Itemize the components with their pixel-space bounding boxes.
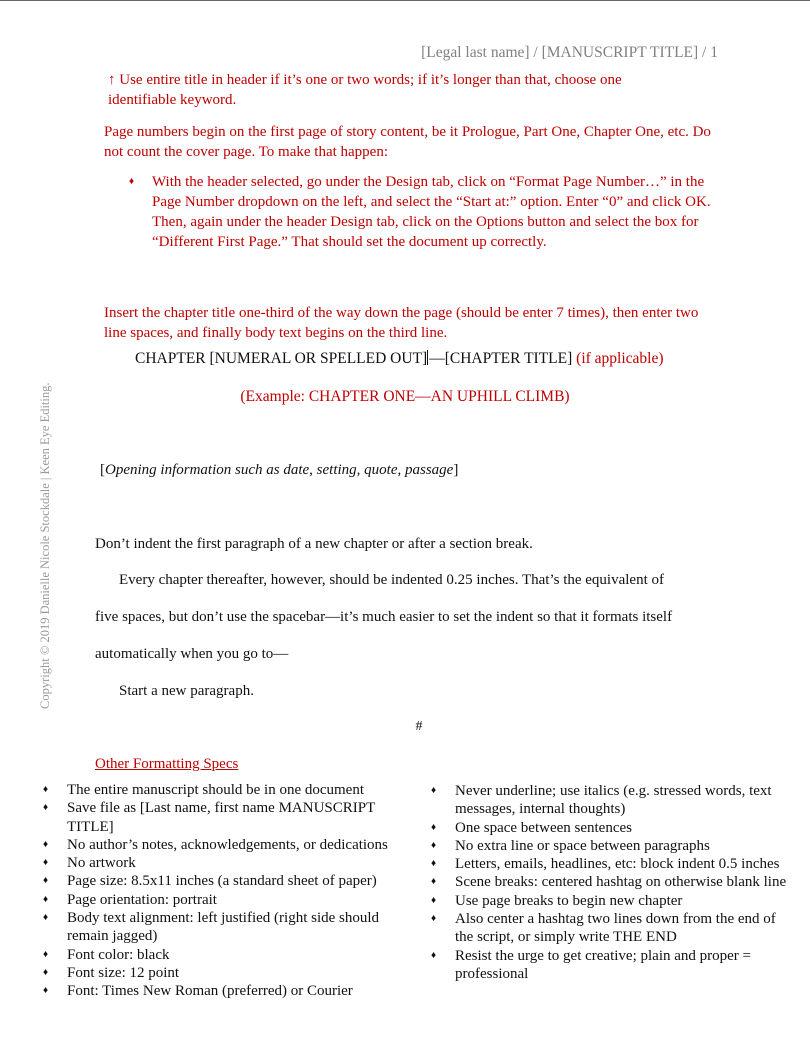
diamond-bullet-icon: ♦ (431, 785, 437, 796)
if-applicable-note: (if applicable) (576, 350, 664, 367)
diamond-bullet-icon: ♦ (431, 858, 437, 870)
spec-item (43, 799, 413, 836)
diamond-bullet-icon: ♦ (43, 948, 49, 960)
opening-information-text: Opening information such as date, setting, quote, passage (105, 462, 454, 478)
diamond-bullet-icon: ♦ (129, 176, 135, 187)
chapter-title-note: Insert the chapter title one-third of the way down the page (should be enter 7 times), then enter two line spaces, and finally body text begins on the third line. (104, 305, 699, 341)
body-paragraph-2-line-2: five spaces, but don’t use the spacebar—it’s much easier to set the indent so that it formats itself (95, 609, 673, 625)
spec-item (43, 982, 413, 1000)
spec-item (43, 836, 413, 854)
chapter-heading-number: CHAPTER [NUMERAL OR SPELLED OUT] (135, 350, 428, 367)
opening-bracket-open: [ (100, 462, 105, 478)
spec-item-text: No artwork (67, 855, 136, 872)
spec-item-text: One space between sentences (455, 819, 632, 836)
spec-item (431, 782, 791, 819)
spec-item-text: The entire manuscript should be in one document (67, 782, 365, 798)
page-number-instructions: With the header selected, go under the Design tab, click on “Format Page Number…” in the Page Number dropdown on the left, and select the “Start at:” option. Enter “0” and click OK. Then, again under the header Design tab, click on the Options button and select the box for “Different First Page.” That should set the document up correctly. (152, 174, 711, 250)
diamond-bullet-icon: ♦ (431, 821, 437, 833)
spec-item (431, 892, 791, 910)
body-paragraph-1: Don’t indent the first paragraph of a new chapter or after a section break. (95, 536, 533, 552)
spec-item (43, 964, 413, 982)
spec-item-text: Never underline; use italics (e.g. stressed words, text messages, internal thoughts) (455, 783, 772, 818)
body-paragraph-2-line-3: automatically when you go to— (95, 646, 289, 662)
spec-item-text: Resist the urge to get creative; plain and proper = professional (455, 947, 752, 982)
diamond-bullet-icon: ♦ (43, 985, 49, 997)
spec-item (431, 837, 791, 855)
body-paragraph-2-line-1: Every chapter thereafter, however, should be indented 0.25 inches. That’s the equivalent of (119, 572, 664, 588)
diamond-bullet-icon: ♦ (431, 913, 437, 925)
diamond-bullet-icon: ♦ (43, 784, 49, 795)
spec-item-text: No author’s notes, acknowledgements, or dedications (67, 836, 388, 853)
diamond-bullet-icon: ♦ (43, 802, 49, 814)
chapter-heading-title: —[CHAPTER TITLE] (429, 350, 573, 367)
spec-item (43, 781, 413, 799)
spec-item (43, 854, 413, 872)
diamond-bullet-icon: ♦ (43, 857, 49, 869)
body-paragraph-3: Start a new paragraph. (119, 683, 254, 699)
spec-item (43, 872, 413, 890)
spec-item-text: Page size: 8.5x11 inches (a standard sheet of paper) (67, 873, 377, 890)
spec-item (43, 909, 413, 946)
spec-item-text: Use page breaks to begin new chapter (455, 892, 683, 909)
spec-item-text: No extra line or space between paragraphs (455, 837, 710, 854)
opening-information (100, 462, 458, 479)
scene-break-hashtag: # (415, 719, 423, 734)
diamond-bullet-icon: ♦ (43, 893, 49, 905)
chapter-heading (135, 350, 664, 368)
diamond-bullet-icon: ♦ (431, 894, 437, 906)
spec-item (431, 910, 791, 947)
diamond-bullet-icon: ♦ (431, 839, 437, 851)
opening-bracket-close: ] (453, 462, 459, 478)
specs-list-left (43, 781, 413, 1001)
spec-item-text: Font color: black (67, 946, 170, 963)
running-header: [Legal last name] / [MANUSCRIPT TITLE] / 1 (421, 44, 718, 61)
diamond-bullet-icon: ♦ (43, 838, 49, 850)
spec-item (43, 946, 413, 964)
diamond-bullet-icon: ♦ (43, 875, 49, 887)
spec-item-text: Save file as [Last name, first name MANUSCRIPT TITLE] (67, 800, 376, 835)
page-number-note: Page numbers begin on the first page of story content, be it Prologue, Part One, Chapter One, etc. Do not count the cover page. To make that happen: (104, 124, 711, 160)
specs-list-right (431, 782, 791, 983)
other-formatting-specs-title: Other Formatting Specs (95, 756, 239, 772)
spec-item-text: Body text alignment: left justified (right side should remain jagged) (67, 910, 380, 945)
chapter-example: (Example: CHAPTER ONE—AN UPHILL CLIMB) (240, 388, 570, 405)
spec-item (43, 891, 413, 909)
diamond-bullet-icon: ♦ (431, 876, 437, 888)
copyright-sidebar: Copyright © 2019 Danielle Nicole Stockdale | Keen Eye Editing. (38, 382, 52, 709)
spec-item-text: Font: Times New Roman (preferred) or Courier (67, 983, 353, 1000)
diamond-bullet-icon: ♦ (43, 912, 49, 924)
spec-item-text: Also center a hashtag two lines down from the end of the script, or simply write THE END (455, 911, 776, 946)
spec-item-text: Scene breaks: centered hashtag on otherwise blank line (455, 874, 787, 891)
spec-item-text: Page orientation: portrait (67, 891, 217, 908)
spec-item-text: Font size: 12 point (67, 964, 180, 981)
spec-item (431, 873, 791, 891)
page-top-border (0, 0, 810, 1)
spec-item (431, 855, 791, 873)
spec-item (431, 819, 791, 837)
diamond-bullet-icon: ♦ (431, 949, 437, 961)
title-header-note: ↑ Use entire title in header if it’s one or two words; if it’s longer than that, choose one identifiable keyword. (108, 72, 622, 108)
spec-item (431, 947, 791, 984)
diamond-bullet-icon: ♦ (43, 966, 49, 978)
spec-item-text: Letters, emails, headlines, etc: block indent 0.5 inches (455, 856, 780, 873)
